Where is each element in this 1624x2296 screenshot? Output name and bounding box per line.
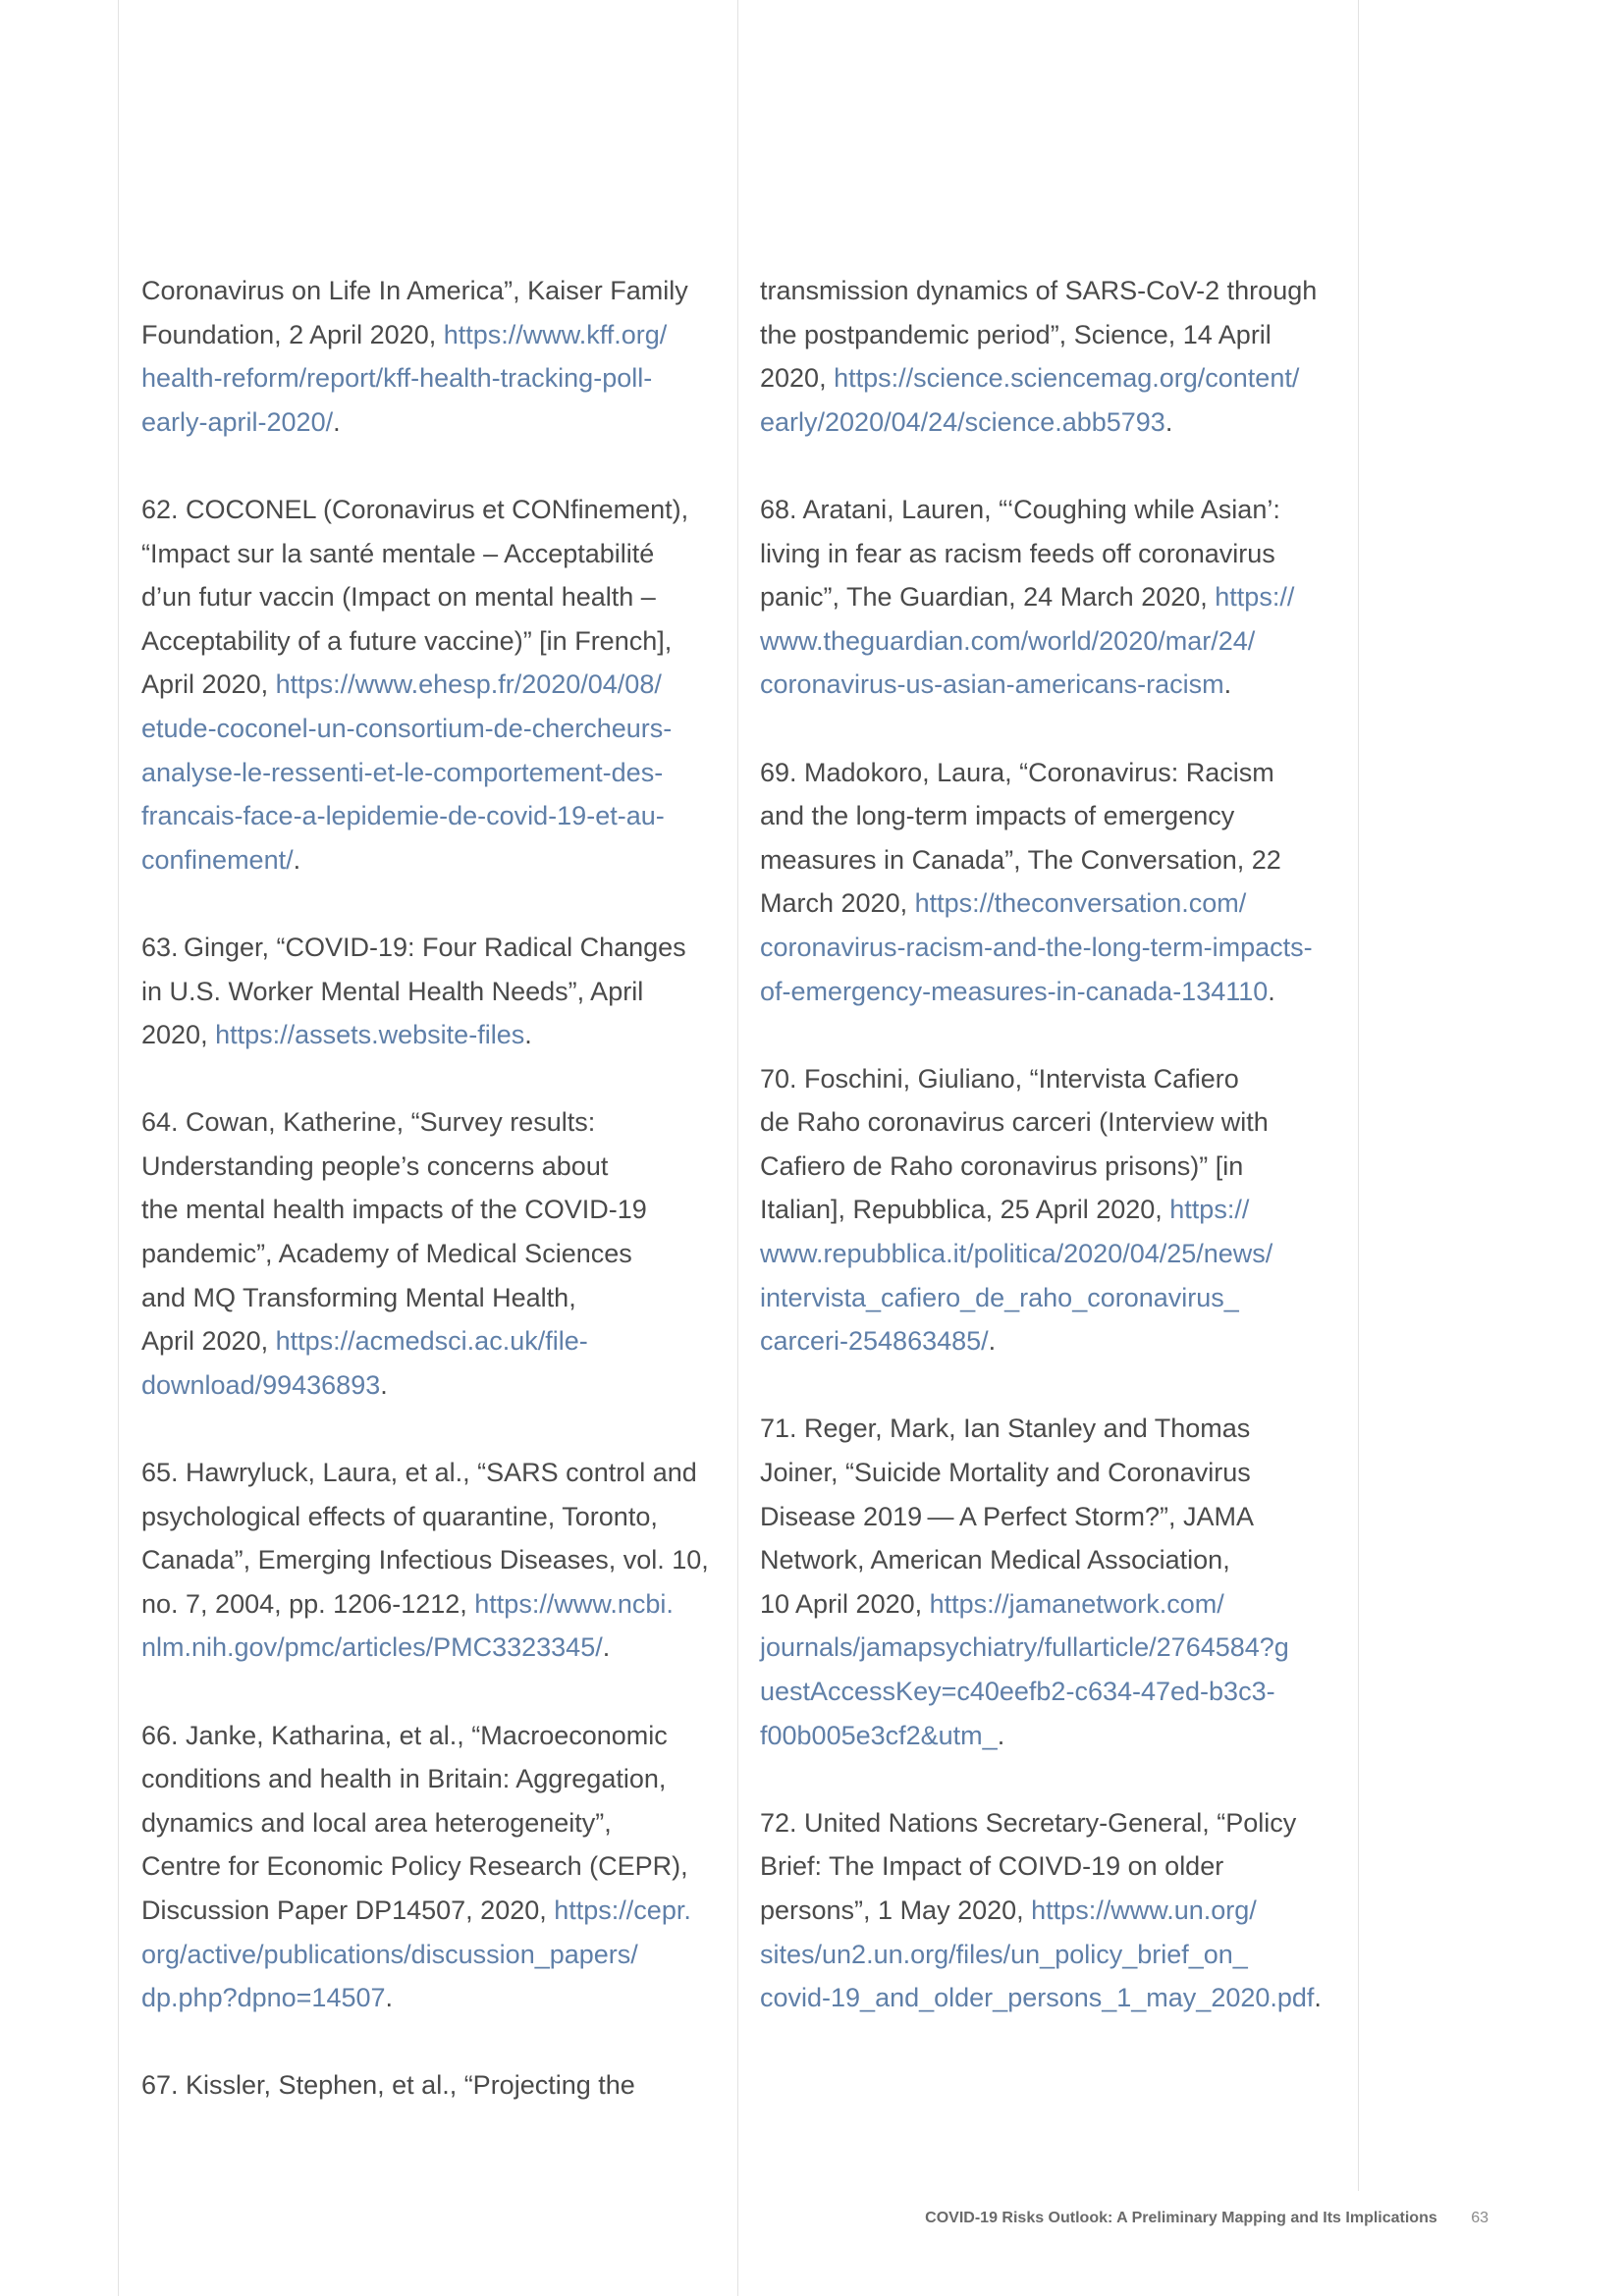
reference-text: and MQ Transforming Mental Health, <box>141 1282 576 1312</box>
reference-link[interactable]: sites/un2.un.org/files/un_policy_brief_on_ <box>760 1939 1248 1969</box>
reference-link[interactable]: https://theconversation.com/ <box>914 888 1247 919</box>
reference-text: 62. COCONEL (Coronavirus et CONfinement), <box>141 494 689 524</box>
reference-link[interactable]: https://cepr. <box>554 1895 691 1925</box>
reference-text: panic”, The Guardian, 24 March 2020, <box>760 582 1216 613</box>
reference-text: pandemic”, Academy of Medical Sciences <box>141 1239 632 1269</box>
reference-line <box>141 1714 711 1758</box>
reference-text: . <box>1314 1983 1322 2013</box>
reference-link[interactable]: org/active/publications/discussion_papers/ <box>141 1939 638 1969</box>
reference-text: April 2020, <box>141 669 276 700</box>
reference-text: . <box>333 406 341 437</box>
reference-line <box>760 1933 1339 1977</box>
reference-entry <box>760 751 1339 1014</box>
reference-link[interactable]: intervista_cafiero_de_raho_coronavirus_ <box>760 1282 1239 1312</box>
reference-text: 64. Cowan, Katherine, “Survey results: <box>141 1107 596 1138</box>
reference-text: d’un futur vaccin (Impact on mental health – <box>141 582 656 613</box>
reference-line <box>141 356 711 400</box>
reference-text: and the long-term impacts of emergency <box>760 801 1235 831</box>
reference-line <box>760 1714 1339 1758</box>
reference-text: . <box>988 1326 997 1357</box>
reference-text: 66. Janke, Katharina, et al., “Macroeconomic <box>141 1720 668 1750</box>
reference-line <box>141 794 711 838</box>
reference-link[interactable]: https://www.kff.org/ <box>443 319 668 349</box>
reference-text: Acceptability of a future vaccine)” [in French], <box>141 625 673 656</box>
reference-link[interactable]: coronavirus-us-asian-americans-racism <box>760 669 1224 700</box>
reference-line <box>141 313 711 357</box>
reference-text: Disease 2019 — A Perfect Storm?”, JAMA <box>760 1501 1255 1531</box>
reference-link[interactable]: health-reform/report/kff-health-tracking-poll- <box>141 363 653 394</box>
reference-line <box>141 1538 711 1582</box>
reference-line <box>760 881 1339 926</box>
reference-line <box>141 1976 711 2020</box>
reference-entry <box>141 1714 711 2020</box>
reference-entry <box>760 1407 1339 1757</box>
reference-text: transmission dynamics of SARS-CoV-2 through <box>760 276 1318 305</box>
reference-link[interactable]: carceri-254863485/ <box>760 1326 989 1357</box>
reference-text: de Raho coronavirus carceri (Interview with <box>760 1107 1269 1138</box>
reference-line <box>760 356 1339 400</box>
reference-line <box>760 1844 1339 1889</box>
reference-line <box>760 575 1339 619</box>
reference-text: 2020, <box>760 363 835 394</box>
reference-line <box>760 1276 1339 1320</box>
reference-line <box>141 1582 711 1627</box>
page-number: 63 <box>1471 2210 1489 2226</box>
reference-text: “Impact sur la santé mentale – Acceptabilité <box>141 538 655 568</box>
right-margin-rule <box>1358 0 1359 2191</box>
reference-entry <box>141 269 711 444</box>
reference-text: March 2020, <box>760 888 915 919</box>
reference-text: Joiner, “Suicide Mortality and Coronavirus <box>760 1458 1251 1488</box>
reference-line <box>141 1319 711 1363</box>
column-divider-rule <box>737 0 738 2296</box>
reference-line <box>760 794 1339 838</box>
reference-link[interactable]: etude-coconel-un-consortium-de-chercheurs- <box>141 713 673 743</box>
reference-line <box>760 269 1339 313</box>
reference-line <box>760 1670 1339 1714</box>
reference-text: 2020, <box>141 1020 216 1050</box>
reference-entry <box>141 1100 711 1407</box>
left-margin-rule <box>118 0 119 2296</box>
reference-link[interactable]: https:// <box>1215 582 1295 613</box>
reference-entry <box>141 488 711 881</box>
reference-line <box>141 838 711 882</box>
reference-line <box>141 663 711 707</box>
reference-link[interactable]: www.repubblica.it/politica/2020/04/25/news/ <box>760 1239 1273 1269</box>
reference-link[interactable]: journals/jamapsychiatry/fullarticle/2764584?g <box>760 1632 1289 1663</box>
reference-line <box>760 1495 1339 1539</box>
reference-link[interactable]: francais-face-a-lepidemie-de-covid-19-et-au- <box>141 801 665 831</box>
reference-link[interactable]: https://acmedsci.ac.uk/file- <box>275 1326 588 1357</box>
reference-entry <box>760 1801 1339 2020</box>
reference-link[interactable]: f00b005e3cf2&utm_ <box>760 1720 998 1750</box>
reference-line <box>141 619 711 664</box>
reference-text: Coronavirus on Life In America”, Kaiser Family <box>141 276 688 305</box>
reference-line <box>760 970 1339 1014</box>
reference-link[interactable]: download/99436893 <box>141 1369 381 1400</box>
reference-line <box>141 1495 711 1539</box>
reference-line <box>141 1801 711 1845</box>
reference-text: 71. Reger, Mark, Ian Stanley and Thomas <box>760 1414 1251 1444</box>
reference-text: . <box>293 844 301 875</box>
reference-text: conditions and health in Britain: Aggregation, <box>141 1764 667 1794</box>
reference-line <box>141 1933 711 1977</box>
reference-text: dynamics and local area heterogeneity”, <box>141 1807 612 1838</box>
reference-entry <box>141 2063 711 2108</box>
reference-link[interactable]: nlm.nih.gov/pmc/articles/PMC3323345/ <box>141 1632 603 1663</box>
reference-text: the postpandemic period”, Science, 14 April <box>760 319 1272 349</box>
reference-link[interactable]: of-emergency-measures-in-canada-134110 <box>760 976 1269 1006</box>
reference-line <box>141 1145 711 1189</box>
reference-link[interactable]: https://www.ehesp.fr/2020/04/08/ <box>275 669 662 700</box>
reference-text: the mental health impacts of the COVID-19 <box>141 1195 647 1225</box>
reference-text: Italian], Repubblica, 25 April 2020, <box>760 1195 1170 1225</box>
reference-line <box>760 313 1339 357</box>
reference-text: living in fear as racism feeds off coronavirus <box>760 538 1275 568</box>
reference-line <box>760 1145 1339 1189</box>
reference-line <box>141 1188 711 1232</box>
reference-text: Understanding people’s concerns about <box>141 1150 609 1181</box>
reference-text: Canada”, Emerging Infectious Diseases, vol. 10, <box>141 1545 709 1575</box>
reference-line <box>141 1844 711 1889</box>
reference-entry <box>141 926 711 1057</box>
reference-link[interactable]: coronavirus-racism-and-the-long-term-impacts- <box>760 932 1313 962</box>
reference-text: Discussion Paper DP14507, 2020, <box>141 1895 555 1925</box>
reference-line <box>760 1626 1339 1670</box>
reference-text: Cafiero de Raho coronavirus prisons)” [in <box>760 1150 1244 1181</box>
reference-text: . <box>524 1020 532 1050</box>
reference-text: Brief: The Impact of COIVD-19 on older <box>760 1851 1224 1882</box>
reference-text: . <box>602 1632 611 1663</box>
reference-text: Network, American Medical Association, <box>760 1545 1230 1575</box>
reference-line <box>141 400 711 445</box>
reference-line <box>141 488 711 532</box>
reference-line <box>141 1889 711 1933</box>
reference-line <box>141 1363 711 1408</box>
reference-line <box>141 269 711 313</box>
reference-text: . <box>1268 976 1275 1006</box>
reference-text: . <box>385 1983 394 2013</box>
reference-text: Foundation, 2 April 2020, <box>141 319 444 349</box>
reference-text: Centre for Economic Policy Research (CEPR), <box>141 1851 688 1882</box>
reference-text: . <box>997 1720 1005 1750</box>
footer-report-title: COVID-19 Risks Outlook: A Preliminary Mapping and Its Implications <box>925 2210 1437 2226</box>
reference-line <box>760 1451 1339 1495</box>
reference-line <box>760 1100 1339 1145</box>
reference-text: 10 April 2020, <box>760 1588 930 1619</box>
reference-line <box>760 532 1339 576</box>
reference-text: . <box>1164 406 1173 437</box>
reference-text: . <box>1223 669 1232 700</box>
reference-line <box>760 1889 1339 1933</box>
reference-line <box>141 751 711 795</box>
reference-line <box>760 1538 1339 1582</box>
reference-text: persons”, 1 May 2020, <box>760 1895 1032 1925</box>
reference-link[interactable]: early/2020/04/24/science.abb5793 <box>760 406 1165 437</box>
reference-text: 72. United Nations Secretary-General, “Policy <box>760 1807 1297 1838</box>
reference-line <box>760 751 1339 795</box>
reference-line <box>760 1407 1339 1451</box>
reference-line <box>141 532 711 576</box>
reference-line <box>141 926 711 970</box>
reference-text: 67. Kissler, Stephen, et al., “Projecting the <box>141 2070 635 2101</box>
reference-link[interactable]: early-april-2020/ <box>141 406 334 437</box>
reference-line <box>760 1232 1339 1276</box>
reference-line <box>141 1757 711 1801</box>
reference-entry <box>760 269 1339 444</box>
reference-link[interactable]: https://assets.website-files <box>215 1020 525 1050</box>
reference-line <box>141 1232 711 1276</box>
reference-link[interactable]: dp.php?dpno=14507 <box>141 1983 386 2013</box>
reference-line <box>760 926 1339 970</box>
reference-text: 65. Hawryluck, Laura, et al., “SARS control and <box>141 1458 697 1488</box>
reference-line <box>141 1626 711 1670</box>
reference-text: 68. Aratani, Lauren, “‘Coughing while Asian’: <box>760 494 1280 524</box>
reference-line <box>141 1013 711 1057</box>
reference-line <box>760 1582 1339 1627</box>
reference-line <box>760 1976 1339 2020</box>
reference-link[interactable]: https:// <box>1169 1195 1250 1225</box>
reference-text: no. 7, 2004, pp. 1206-1212, <box>141 1588 475 1619</box>
reference-link[interactable]: https://jamanetwork.com/ <box>929 1588 1224 1619</box>
reference-line <box>760 488 1339 532</box>
reference-text: April 2020, <box>141 1326 276 1357</box>
reference-line <box>141 970 711 1014</box>
references-right-column <box>760 269 1339 2063</box>
reference-line <box>141 707 711 751</box>
reference-link[interactable]: confinement/ <box>141 844 294 875</box>
reference-entry <box>760 1057 1339 1363</box>
reference-entry <box>141 1451 711 1670</box>
reference-line <box>141 575 711 619</box>
reference-line <box>141 1451 711 1495</box>
reference-line <box>760 1057 1339 1101</box>
reference-text: in U.S. Worker Mental Health Needs”, April <box>141 976 644 1006</box>
reference-link[interactable]: https://www.un.org/ <box>1031 1895 1257 1925</box>
reference-line <box>760 400 1339 445</box>
reference-line <box>760 838 1339 882</box>
reference-text: 70. Foschini, Giuliano, “Intervista Cafiero <box>760 1063 1239 1094</box>
reference-line <box>760 619 1339 664</box>
reference-line <box>141 2063 711 2108</box>
page-footer <box>925 2210 1489 2227</box>
reference-text: measures in Canada”, The Conversation, 22 <box>760 844 1281 875</box>
reference-line <box>760 1801 1339 1845</box>
reference-line <box>760 1188 1339 1232</box>
references-left-column <box>141 269 711 2152</box>
reference-line <box>141 1276 711 1320</box>
reference-entry <box>760 488 1339 707</box>
reference-link[interactable]: https://science.sciencemag.org/content/ <box>834 363 1300 394</box>
reference-line <box>760 1319 1339 1363</box>
reference-link[interactable]: www.theguardian.com/world/2020/mar/24/ <box>760 625 1256 656</box>
reference-text: 63. Ginger, “COVID-19: Four Radical Changes <box>141 932 686 962</box>
reference-line <box>141 1100 711 1145</box>
reference-link[interactable]: analyse-le-ressenti-et-le-comportement-des- <box>141 757 664 787</box>
reference-link[interactable]: uestAccessKey=c40eefb2-c634-47ed-b3c3- <box>760 1677 1275 1706</box>
reference-text: psychological effects of quarantine, Toronto, <box>141 1501 658 1531</box>
reference-text: 69. Madokoro, Laura, “Coronavirus: Racism <box>760 757 1274 787</box>
reference-line <box>760 663 1339 707</box>
reference-link[interactable]: https://www.ncbi. <box>474 1588 674 1619</box>
reference-text: . <box>380 1369 388 1400</box>
reference-link[interactable]: covid-19_and_older_persons_1_may_2020.pdf <box>760 1983 1315 2013</box>
